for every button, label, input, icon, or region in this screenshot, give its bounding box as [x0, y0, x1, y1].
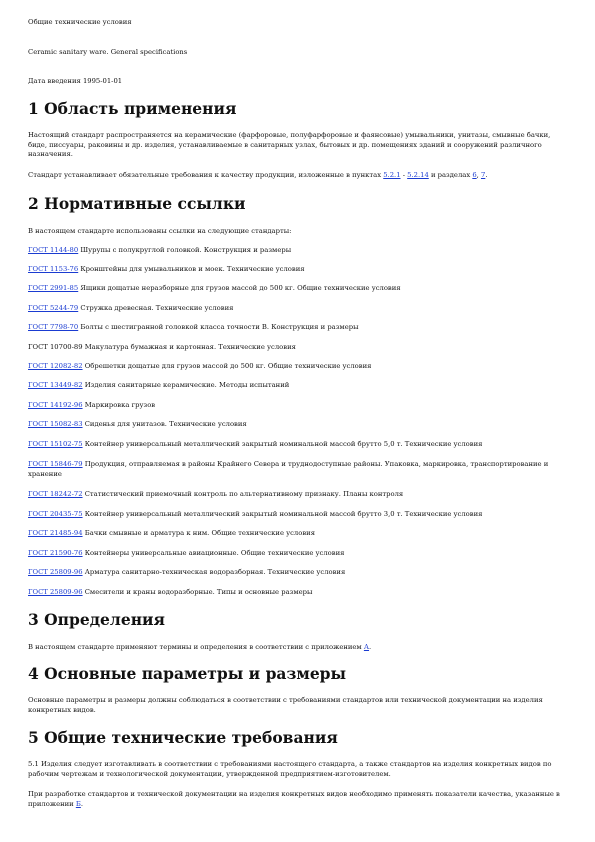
reference-title: Стружка древесная. Технические условия [78, 304, 234, 312]
section-1-paragraph: Настоящий стандарт распространяется на керамические (фарфоровые, полуфарфоровые и фаянсовые) умывальники, унитазы, смывные бачки, биде, писсуары, раковины и др. изделия, устанавливаемые в санитарных узлах, бытовых и др. помещениях зданий и сооружений различного назначения. [28, 131, 551, 158]
reference-item [28, 568, 568, 578]
section-1-heading: 1 Область применения [28, 99, 237, 118]
section-4-heading: 4 Основные параметры и размеры [28, 664, 347, 683]
quality-text: При разработке стандартов и технической документации на изделия конкретных видов необходимо применять показатели качества, указанные в приложении [28, 790, 560, 808]
document-title: Общие технические условия [28, 18, 132, 26]
reference-title: Маркировка грузов [82, 401, 156, 409]
document-title-english: Ceramic sanitary ware. General specifications [28, 48, 188, 56]
reference-title: Изделия санитарные керамические. Методы испытаний [82, 381, 290, 389]
period-text: . [369, 643, 372, 651]
reference-item [28, 549, 568, 559]
section-5-heading: 5 Общие технические требования [28, 728, 338, 747]
definitions-text: В настоящем стандарте применяют термины и определения в соответствии с приложением [28, 643, 364, 651]
reference-title: Контейнер универсальный металлический закрытый номинальной массой брутто 5,0 т. Технические условия [82, 440, 483, 448]
section-3-paragraph [28, 643, 568, 653]
reference-link[interactable]: ГОСТ 15846-79 [28, 460, 83, 468]
reference-link[interactable]: ГОСТ 7798-70 [28, 323, 79, 331]
section-2-intro: В настоящем стандарте использованы ссылки на следующие стандарты: [28, 227, 292, 235]
reference-title: Макулатура бумажная и картонная. Технические условия [82, 343, 296, 351]
link-clause-5-2-14[interactable]: 5.2.14 [407, 171, 429, 179]
period-text: . [485, 171, 488, 179]
reference-title: Кронштейны для умывальников и моек. Технические условия [78, 265, 305, 273]
reference-item [28, 381, 568, 391]
reference-title: Смесители и краны водоразборные. Типы и основные размеры [82, 588, 313, 596]
sections-text: и разделах [428, 171, 473, 179]
reference-item [28, 420, 568, 430]
section-5-paragraph-2 [28, 790, 568, 809]
reference-item [28, 510, 568, 520]
reference-link[interactable]: ГОСТ 2991-85 [28, 284, 79, 292]
link-appendix-b[interactable]: Б [75, 799, 81, 808]
reference-item [28, 284, 568, 294]
link-section-7[interactable]: 7 [480, 171, 486, 179]
reference-link[interactable]: ГОСТ 21590-76 [28, 549, 83, 557]
link-clause-5-2-1[interactable]: 5.2.1 [383, 171, 401, 179]
reference-title: Бачки смывные и арматура к ним. Общие технические условия [82, 529, 315, 537]
reference-item [28, 460, 568, 479]
reference-link[interactable]: ГОСТ 15102-75 [28, 440, 83, 448]
reference-link[interactable]: ГОСТ 21485-94 [28, 529, 83, 537]
reference-link[interactable]: ГОСТ 12082-82 [28, 362, 83, 370]
comma-text: , [476, 171, 481, 179]
reference-title: Статистический приемочный контроль по альтернативному признаку. Планы контроля [82, 490, 404, 498]
reference-title: Контейнер универсальный металлический закрытый номинальной массой брутто 3,0 т. Технические условия [82, 510, 483, 518]
section-1-requirements-paragraph [28, 171, 568, 181]
reference-link[interactable]: ГОСТ 15082-83 [28, 420, 83, 428]
requirements-text: Стандарт устанавливает обязательные требования к качеству продукции, изложенные в пунктах [28, 171, 384, 179]
reference-title: Болты с шестигранной головкой класса точности В. Конструкция и размеры [78, 323, 359, 331]
introduction-date: Дата введения 1995-01-01 [28, 77, 123, 85]
reference-item [28, 401, 568, 411]
section-4-paragraph: Основные параметры и размеры должны соблюдаться в соответствии с требованиями стандартов или технической документации на изделия конкретных видов. [28, 696, 543, 714]
reference-link[interactable]: ГОСТ 14192-96 [28, 401, 83, 409]
reference-link[interactable]: ГОСТ 25809-96 [28, 568, 83, 576]
link-appendix-a[interactable]: А [363, 643, 370, 651]
section-3-heading: 3 Определения [28, 610, 166, 629]
reference-item [28, 265, 568, 275]
reference-item [28, 440, 568, 450]
reference-item [28, 529, 568, 539]
reference-item [28, 343, 568, 353]
reference-link[interactable]: ГОСТ 1144-80 [28, 246, 79, 254]
reference-item [28, 323, 568, 333]
reference-item [28, 246, 568, 256]
reference-title: Сиденья для унитазов. Технические условия [82, 420, 247, 428]
reference-item [28, 588, 568, 598]
reference-code: ГОСТ 10700-89 [28, 343, 83, 351]
separator-text: - [400, 171, 408, 179]
reference-title: Продукция, отправляемая в районы Крайнего Севера и труднодоступные районы. Упаковка, маркировка, транспортирование и хранение [28, 460, 549, 478]
link-section-6[interactable]: 6 [472, 171, 477, 179]
reference-link[interactable]: ГОСТ 25809-96 [28, 588, 83, 596]
reference-title: Арматура санитарно-техническая водоразборная. Технические условия [82, 568, 346, 576]
reference-link[interactable]: ГОСТ 20435-75 [28, 510, 83, 518]
reference-item [28, 362, 568, 372]
reference-link[interactable]: ГОСТ 18242-72 [28, 490, 83, 498]
section-5-paragraph-1: 5.1 Изделия следует изготавливать в соответствии с требованиями настоящего стандарта, а также стандартов на изделия конкретных видов по рабочим чертежам и технологической документации, утвержденной предприятием-изготовителем. [28, 760, 552, 778]
reference-title: Ящики дощатые неразборные для грузов массой до 500 кг. Общие технические условия [78, 284, 401, 292]
reference-link[interactable]: ГОСТ 1153-76 [28, 265, 79, 273]
reference-link[interactable]: ГОСТ 5244-79 [28, 304, 79, 312]
reference-item [28, 490, 568, 500]
reference-title: Обрешетки дощатые для грузов массой до 500 кг. Общие технические условия [82, 362, 372, 370]
reference-title: Шурупы с полукруглой головкой. Конструкция и размеры [78, 246, 292, 254]
reference-link[interactable]: ГОСТ 13449-82 [28, 381, 83, 389]
section-2-heading: 2 Нормативные ссылки [28, 194, 246, 213]
reference-item [28, 304, 568, 314]
period-text: . [80, 799, 84, 808]
reference-title: Контейнеры универсальные авиационные. Общие технические условия [82, 549, 345, 557]
